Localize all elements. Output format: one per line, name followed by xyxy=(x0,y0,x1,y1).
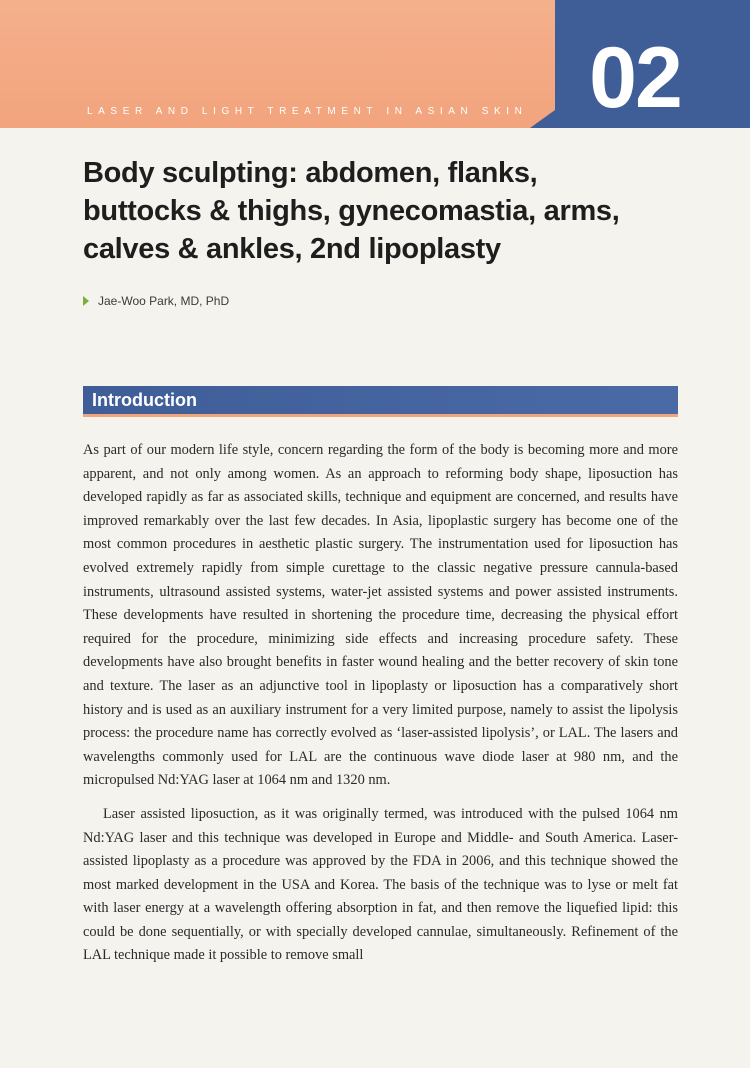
chapter-title: Body sculpting: abdomen, flanks, buttocks & thighs, gynecomastia, arms, calves & ankles, 2nd lipoplasty xyxy=(83,157,620,265)
author-name: Jae-Woo Park, MD, PhD xyxy=(98,294,230,308)
series-title: LASER AND LIGHT TREATMENT IN ASIAN SKIN xyxy=(87,106,528,117)
section-heading: Introduction xyxy=(92,390,197,410)
chapter-number: 02 xyxy=(589,30,681,126)
body-text xyxy=(83,439,678,978)
section-heading-bar xyxy=(83,386,678,417)
body-paragraph: Laser assisted liposuction, as it was originally termed, was introduced with the pulsed 1064 nm Nd:YAG laser and this technique was developed in Europe and Middle- and South America. Laser-assisted lipoplasty as a procedure was approved by the FDA in 2006, and this technique showed the most marked development in the USA and Korea. The basis of the technique was to lyse or melt fat with laser energy at a wavelength offering absorption in fat, and then remove the liquefied lipid: this could be done sequentially, or with specially developed cannulae, simultaneously. Refinement of the LAL technique made it possible to remove small xyxy=(83,805,678,964)
chapter-box-notch xyxy=(530,110,555,128)
triangle-bullet-icon xyxy=(83,296,89,306)
author-line xyxy=(83,293,229,309)
body-paragraph: As part of our modern life style, concern regarding the form of the body is becoming more and more apparent, and not only among women. As an approach to reforming body shape, liposuction has developed rapidly as far as associated skills, technique and equipment are concerned, and results have improved remarkably over the last few decades. In Asia, lipoplastic surgery has become one of the most common procedures in aesthetic plastic surgery. The instrumentation used for liposuction has evolved extremely rapidly from simple curettage to the classic negative pressure cannula-based instruments, ultrasound assisted systems, water-jet assisted systems and power assisted instruments. These developments have resulted in shortening the procedure time, decreasing the physical effort required for the procedure, minimizing side effects and increasing procedure safety. These developments have also brought benefits in faster wound healing and the better recovery of skin tone and texture. The laser as an adjunctive tool in lipoplasty or liposuction has a comparatively short history and is used as an auxiliary instrument for a very limited purpose, namely to assist the lipolysis process: the procedure name has correctly evolved as ‘laser-assisted lipolysis’, or LAL. The lasers and wavelengths commonly used for LAL are the continuous wave diode laser at 980 nm, and the micropulsed Nd:YAG laser at 1064 nm and 1320 nm. xyxy=(83,442,678,789)
